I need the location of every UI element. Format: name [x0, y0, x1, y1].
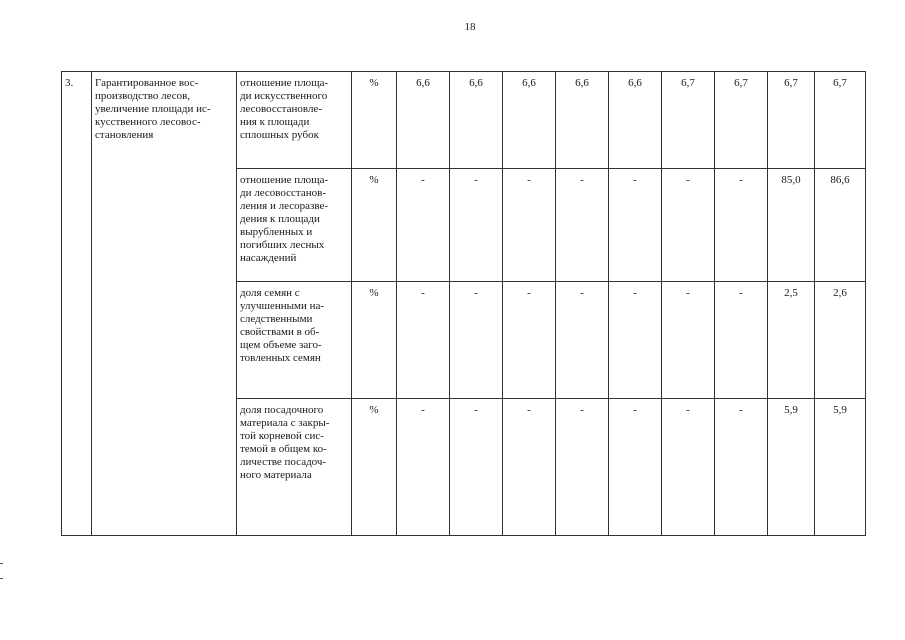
value-cell: 6,6 — [503, 72, 556, 169]
indicators-table — [61, 71, 866, 536]
value-cell: - — [503, 399, 556, 536]
unit-cell: % — [352, 169, 397, 282]
table-row — [62, 72, 866, 169]
value-cell: - — [609, 169, 662, 282]
value-cell: - — [662, 399, 715, 536]
unit-cell: % — [352, 72, 397, 169]
value-cell: 86,6 — [815, 169, 866, 282]
value-cell: 6,7 — [715, 72, 768, 169]
value-cell: 6,7 — [815, 72, 866, 169]
value-cell: - — [450, 282, 503, 399]
margin-mark — [0, 578, 3, 579]
value-cell: 6,6 — [397, 72, 450, 169]
value-cell: 5,9 — [815, 399, 866, 536]
goal-cell: Гарантированное вос- производство лесов, увеличение площади ис- кусственного лесовос- становления — [92, 72, 237, 536]
value-cell: - — [397, 399, 450, 536]
page-number: 18 — [464, 21, 476, 33]
value-cell: 2,6 — [815, 282, 866, 399]
unit-cell: % — [352, 399, 397, 536]
value-cell: 6,7 — [662, 72, 715, 169]
value-cell: 5,9 — [768, 399, 815, 536]
value-cell: - — [609, 399, 662, 536]
value-cell: - — [450, 399, 503, 536]
value-cell: - — [556, 399, 609, 536]
indicator-cell: отношение площа- ди лесовосстанов- ления и лесоразве- дения к площади вырубленных и погибших лесных насаждений — [237, 169, 352, 282]
value-cell: - — [450, 169, 503, 282]
value-cell: - — [556, 282, 609, 399]
indicator-cell: отношение площа- ди искусственного лесовосстановле- ния к площади сплошных рубок — [237, 72, 352, 169]
value-cell: - — [609, 282, 662, 399]
value-cell: 6,6 — [450, 72, 503, 169]
indicator-cell: доля семян с улучшенными на- следственными свойствами в об- щем объеме заго- товленных семян — [237, 282, 352, 399]
value-cell: - — [662, 282, 715, 399]
value-cell: - — [503, 282, 556, 399]
row-number-cell: 3. — [62, 72, 92, 536]
value-cell: - — [715, 282, 768, 399]
value-cell: - — [715, 169, 768, 282]
value-cell: 85,0 — [768, 169, 815, 282]
value-cell: - — [503, 169, 556, 282]
value-cell: 6,7 — [768, 72, 815, 169]
value-cell: 6,6 — [609, 72, 662, 169]
indicator-cell: доля посадочного материала с закры- той корневой сис- темой в общем ко- личестве посадоч- ного материала — [237, 399, 352, 536]
value-cell: - — [662, 169, 715, 282]
value-cell: - — [397, 282, 450, 399]
value-cell: - — [397, 169, 450, 282]
margin-mark — [0, 563, 3, 564]
value-cell: - — [556, 169, 609, 282]
value-cell: - — [715, 399, 768, 536]
unit-cell: % — [352, 282, 397, 399]
value-cell: 2,5 — [768, 282, 815, 399]
value-cell: 6,6 — [556, 72, 609, 169]
